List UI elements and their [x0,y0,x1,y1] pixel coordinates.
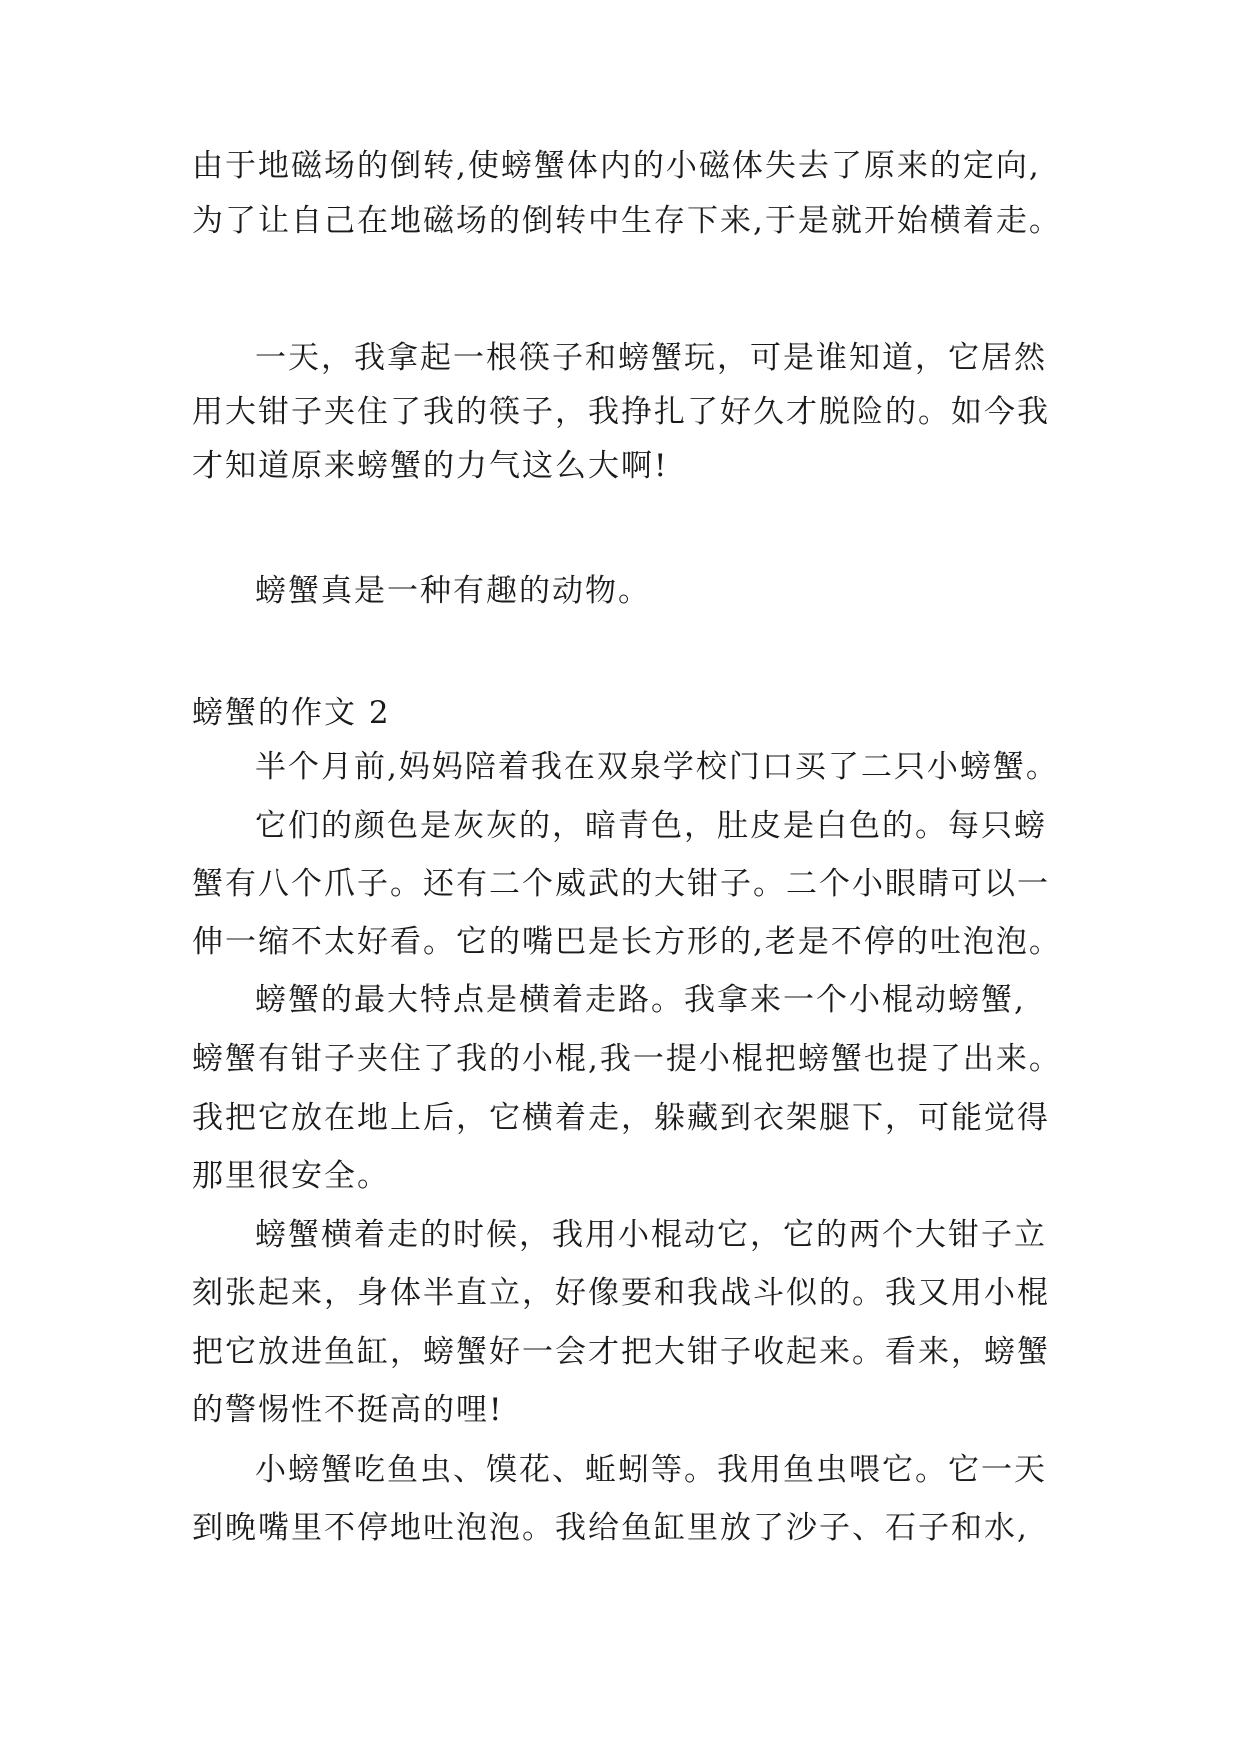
text-line: 由于地磁场的倒转,使螃蟹体内的小磁体失去了原来的定向, [192,148,1041,184]
text-line: 把它放进鱼缸，螃蟹好一会才把大钳子收起来。看来，螃蟹 [192,1334,1050,1370]
paragraph-first-line: 螃蟹真是一种有趣的动物。 [255,573,651,609]
text-line: 螃蟹有钳子夹住了我的小棍,我一提小棍把螃蟹也提了出来。 [192,1041,1062,1077]
text-line: 那里很安全。 [192,1158,390,1194]
text-line: 伸一缩不太好看。它的嘴巴是长方形的,老是不停的吐泡泡。 [192,924,1062,960]
paragraph-first-line: 一天，我拿起一根筷子和螃蟹玩，可是谁知道，它居然 [255,340,1047,376]
section-heading: 螃蟹的作文 2 [192,695,391,731]
paragraph-first-line: 螃蟹横着走的时候，我用小棍动它，它的两个大钳子立 [255,1217,1047,1253]
paragraph-first-line: 它们的颜色是灰灰的，暗青色，肚皮是白色的。每只螃 [255,808,1047,844]
text-line: 我把它放在地上后，它横着走，躲藏到衣架腿下，可能觉得 [192,1100,1050,1136]
text-line: 蟹有八个爪子。还有二个威武的大钳子。二个小眼睛可以一 [192,866,1050,902]
paragraph-first-line: 半个月前,妈妈陪着我在双泉学校门口买了二只小螃蟹。 [255,749,1059,785]
paragraph-first-line: 小螃蟹吃鱼虫、馍花、蚯蚓等。我用鱼虫喂它。它一天 [255,1452,1047,1488]
text-line: 才知道原来螃蟹的力气这么大啊! [192,448,669,484]
paragraph-first-line: 螃蟹的最大特点是横着走路。我拿来一个小棍动螃蟹, [255,982,1026,1018]
text-line: 为了让自己在地磁场的倒转中生存下来,于是就开始横着走。 [192,203,1062,239]
text-line: 到晚嘴里不停地吐泡泡。我给鱼缸里放了沙子、石子和水, [192,1510,1029,1546]
text-line: 用大钳子夹住了我的筷子，我挣扎了好久才脱险的。如今我 [192,394,1050,430]
text-line: 刻张起来，身体半直立，好像要和我战斗似的。我又用小棍 [192,1275,1050,1311]
text-line: 的警惕性不挺高的哩! [192,1392,504,1428]
